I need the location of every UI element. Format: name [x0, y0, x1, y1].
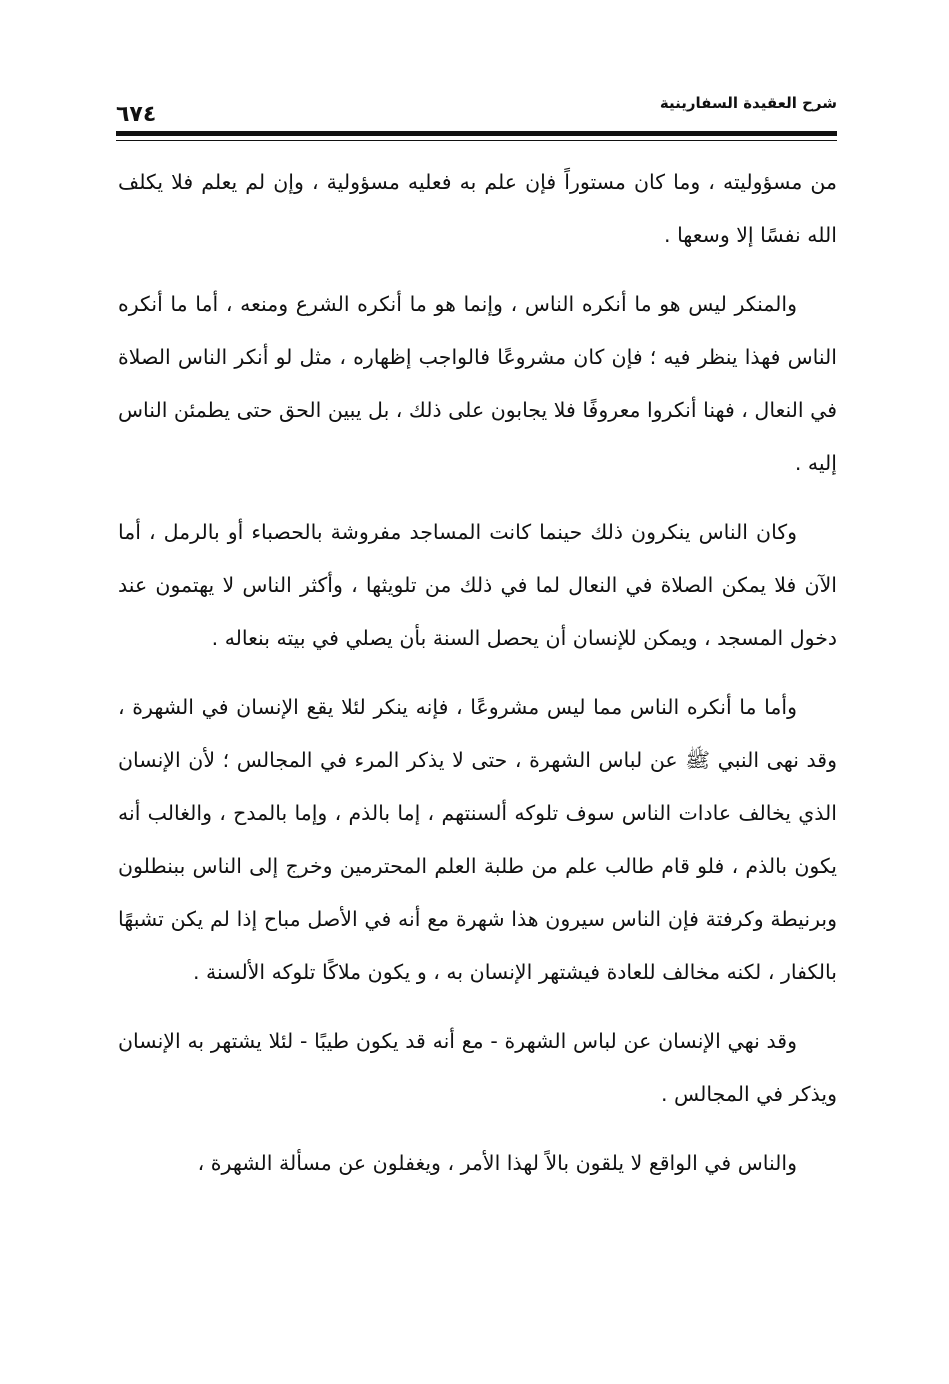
header-rule-thick: [116, 131, 837, 136]
running-title: شرح العقيدة السفارينية: [659, 94, 837, 112]
paragraph: وكان الناس ينكرون ذلك حينما كانت المساجد مفروشة بالحصباء أو بالرمل ، أما الآن فلا يمكن الصلاة في النعال لما في ذلك من تلويثها ، وأكثر الناس لا يهتمون عند دخول المسجد ، ويمكن للإنسان أن يحصل السنة بأن يصلي في بيته بنعاله .: [118, 520, 837, 650]
paragraph: والناس في الواقع لا يلقون بالاً لهذا الأمر ، ويغفلون عن مسألة الشهرة ،: [197, 1151, 797, 1175]
paragraph-continued: من مسؤوليته ، وما كان مستوراً فإن علم به فعليه مسؤولية ، وإن لم يعلم فلا يكلف الله نفسًا إلا وسعها .: [118, 170, 837, 247]
page-body: [118, 156, 837, 1206]
paragraph: وأما ما أنكره الناس مما ليس مشروعًا ، فإنه ينكر لئلا يقع الإنسان في الشهرة ، وقد نهى النبي ﷺ عن لباس الشهرة ، حتى لا يذكر المرء في المجالس ؛ لأن الإنسان الذي يخالف عادات الناس سوف تلوكه ألسنتهم ، إما بالذم ، وإما بالمدح ، والغالب أنه يكون بالذم ، فلو قام طالب علم من طلبة العلم المحترمين وخرج إلى الناس ببنطلون وبرنيطة وكرفتة فإن الناس سيرون هذا شهرة مع أنه في الأصل مباح إذا لم يكن تشبهًا بالكفار ، لكنه مخالف للعادة فيشتهر الإنسان به ، و يكون ملاكًا تلوكه الألسنة .: [118, 695, 837, 984]
page-number: ٦٧٤: [116, 102, 157, 127]
paragraph: والمنكر ليس هو ما أنكره الناس ، وإنما هو ما أنكره الشرع ومنعه ، أما ما أنكره الناس فهذا ينظر فيه ؛ فإن كان مشروعًا فالواجب إظهاره ، مثل لو أنكر الناس الصلاة في النعال ، فهنا أنكروا معروفًا فلا يجابون على ذلك ، بل يبين الحق حتى يطمئن الناس إليه .: [118, 292, 837, 475]
header-rule-thin: [116, 140, 837, 141]
paragraph: وقد نهي الإنسان عن لباس الشهرة - مع أنه قد يكون طيبًا - لئلا يشتهر به الإنسان ويذكر في المجالس .: [118, 1029, 837, 1106]
